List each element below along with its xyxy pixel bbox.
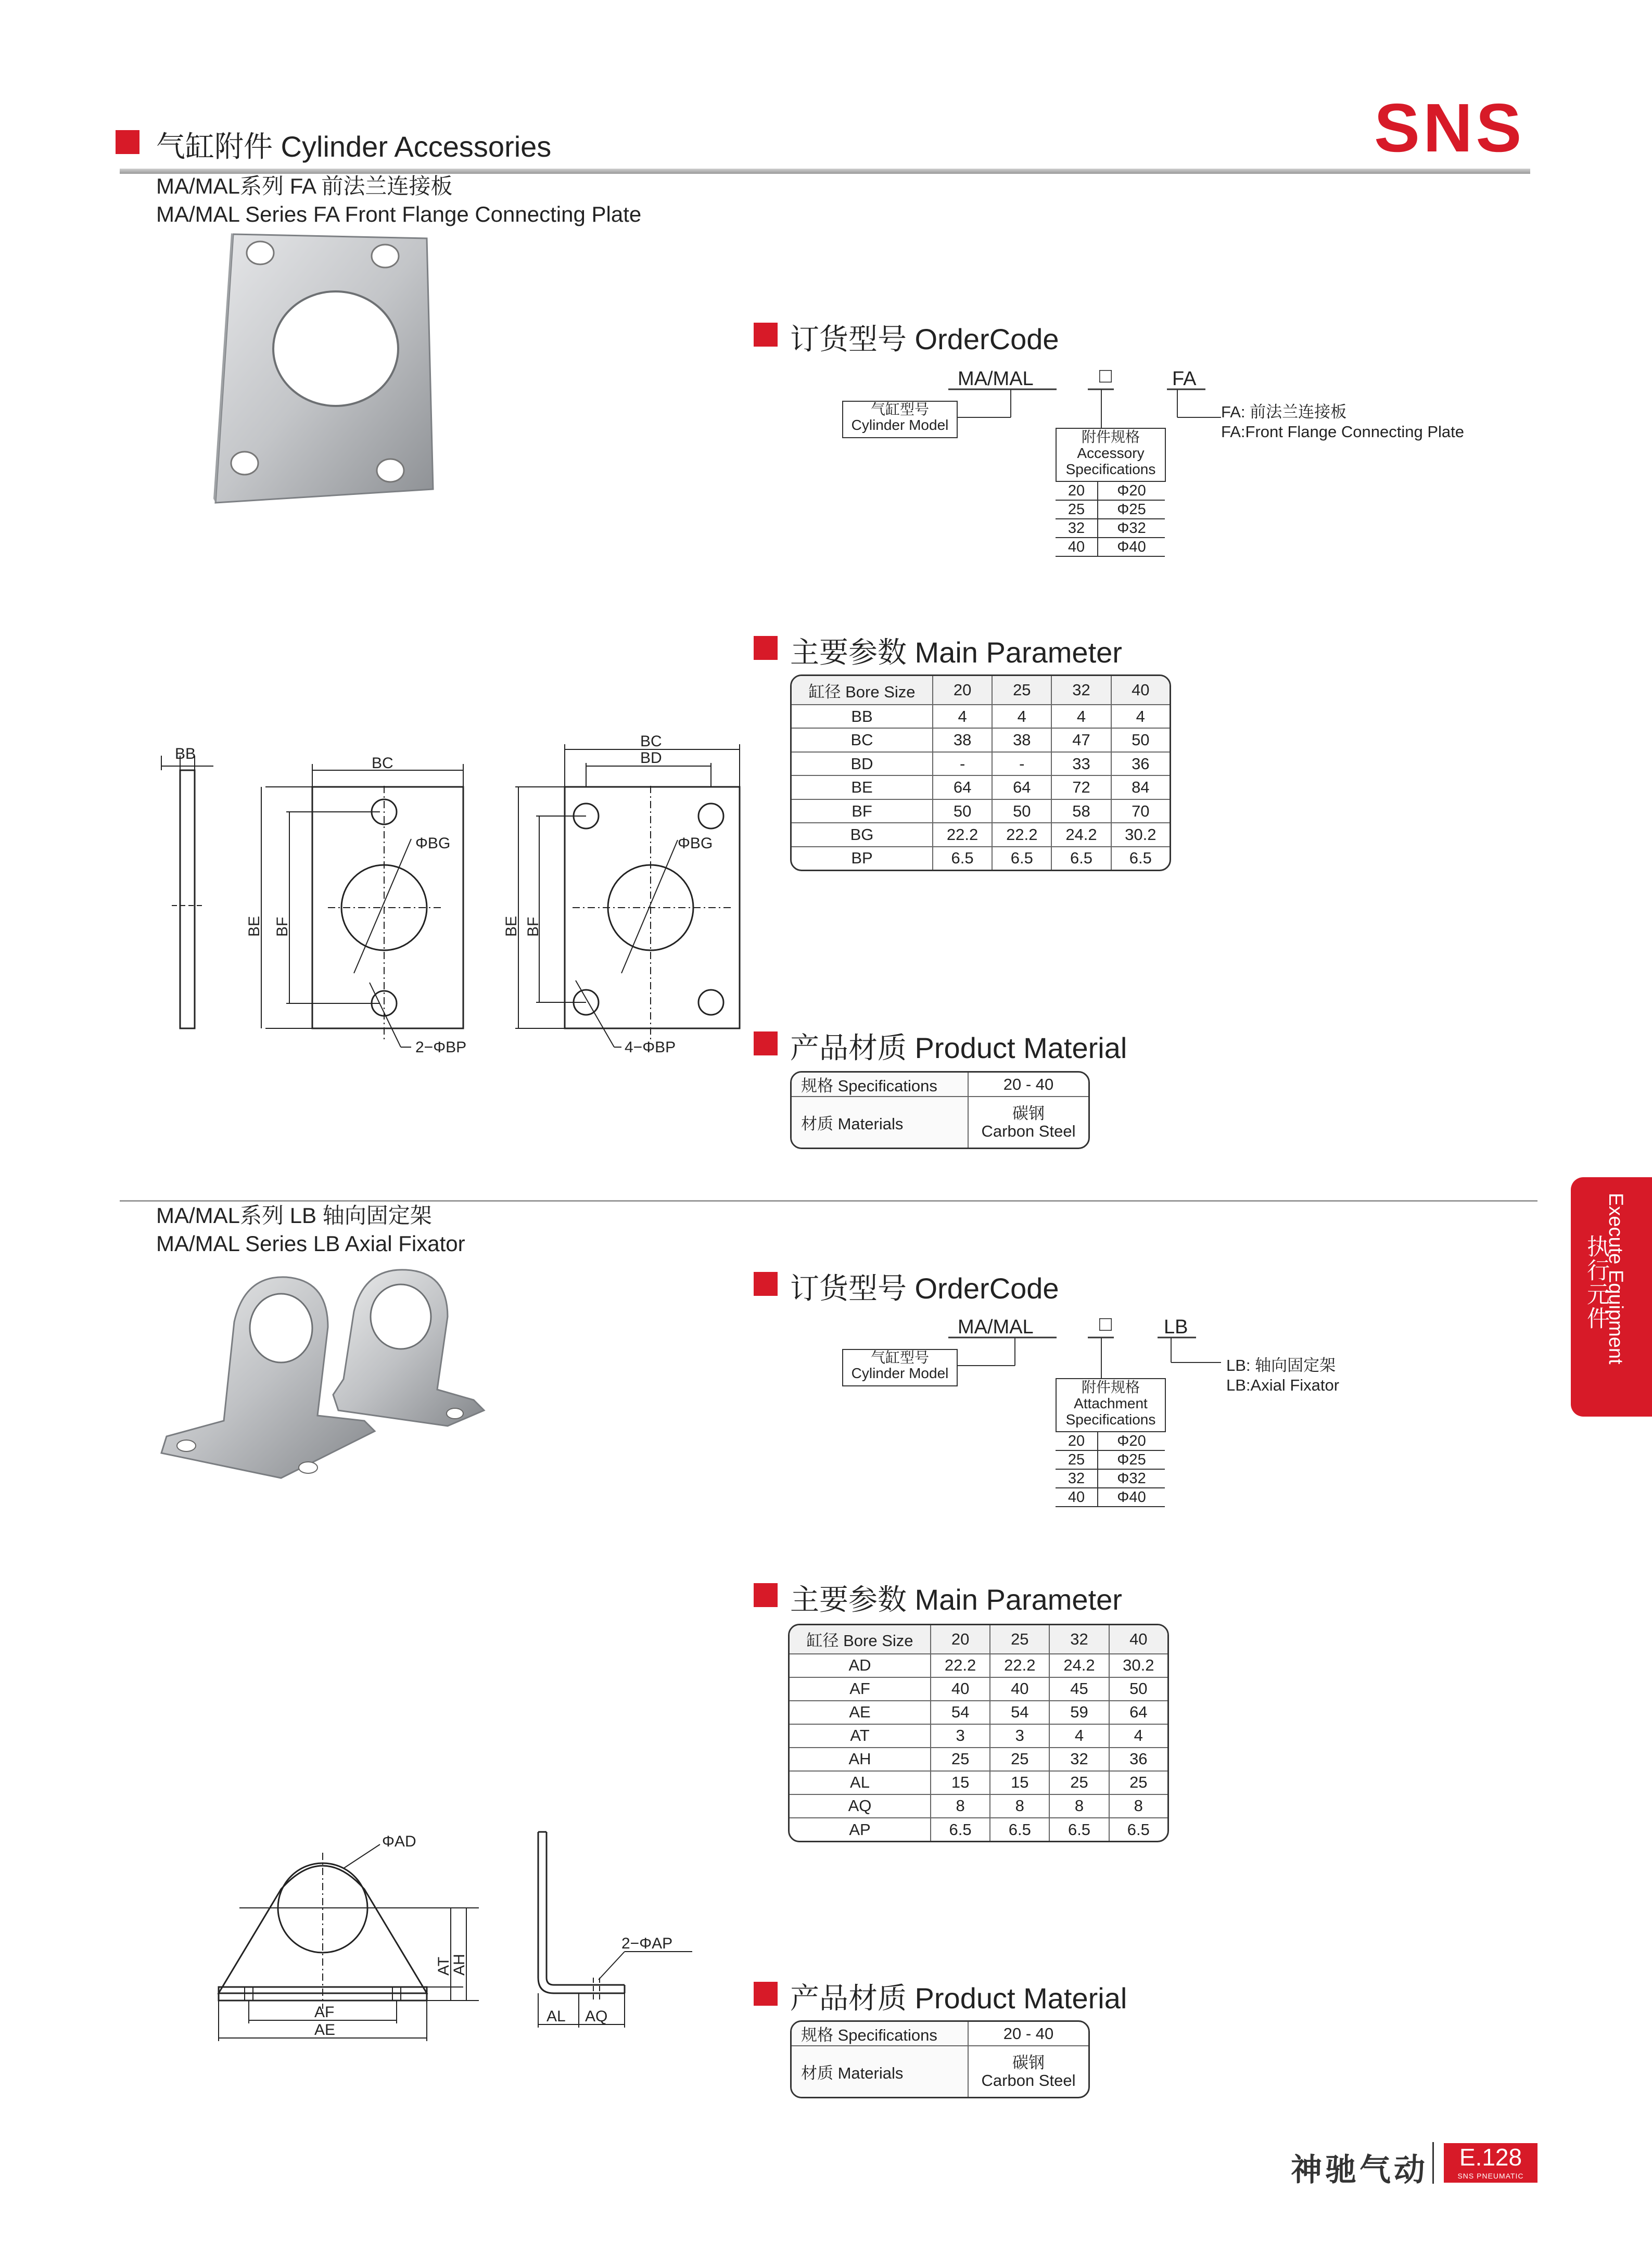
table-cell: 50 [933, 799, 992, 823]
table-cell: AD [790, 1654, 931, 1677]
lb-param-table [788, 1624, 1169, 1842]
table-cell: 4 [992, 705, 1051, 728]
table-cell: BG [792, 823, 933, 846]
page-title: 气缸附件 Cylinder Accessories [156, 130, 552, 163]
spec-dia: Φ40 [1098, 538, 1165, 556]
fa-ordercode-bullet [754, 323, 778, 347]
table-cell: 6.5 [1051, 847, 1111, 870]
material-spec-row [792, 1073, 1088, 1097]
fa-oc-desc-en: FA:Front Flange Connecting Plate [1221, 423, 1464, 441]
lb-technical-drawing [208, 1821, 708, 2050]
material-mat-label: 材质 Materials [792, 1097, 968, 1148]
table-row [792, 752, 1170, 775]
fa-ordercode-heading: 订货型号 OrderCode [790, 323, 1059, 355]
label-bg-2: ΦBG [678, 835, 713, 852]
fa-material-table [790, 1071, 1090, 1149]
table-cell: 22.2 [992, 823, 1051, 846]
label-bg: ΦBG [415, 835, 451, 852]
fa-oc-placeholder: □ [1099, 364, 1112, 387]
table-cell: 59 [1049, 1701, 1109, 1724]
table-row [790, 1771, 1167, 1794]
table-row [790, 1677, 1167, 1701]
fa-oc-code: FA [1172, 368, 1197, 390]
label-be: BE [246, 915, 263, 937]
spec-code: 25 [1056, 1450, 1098, 1469]
table-cell: 50 [1109, 1677, 1167, 1701]
table-cell: 36 [1109, 1748, 1167, 1771]
material-spec-value: 20 - 40 [968, 1073, 1088, 1097]
table-cell: - [933, 752, 992, 775]
table-cell: 84 [1111, 775, 1170, 799]
lb-oc-cylinder-model-en: Cylinder Model [851, 1365, 949, 1381]
table-cell: 70 [1111, 799, 1170, 823]
table-cell: 25 [1049, 1771, 1109, 1794]
table-cell: 6.5 [992, 847, 1051, 870]
material-mat-value [968, 2046, 1088, 2097]
table-cell: 30.2 [1111, 823, 1170, 846]
spec-row [1056, 1469, 1165, 1488]
table-cell: 22.2 [933, 823, 992, 846]
material-spec-label: 规格 Specifications [792, 2022, 968, 2046]
spec-code: 20 [1056, 1432, 1098, 1450]
header-cell: 25 [990, 1625, 1049, 1654]
table-cell: 15 [990, 1771, 1049, 1794]
spec-dia: Φ20 [1098, 1432, 1165, 1450]
table-cell: 50 [1111, 728, 1170, 751]
table-cell: 50 [992, 799, 1051, 823]
material-mat-en: Carbon Steel [981, 1122, 1076, 1140]
label-al: AL [547, 2008, 566, 2025]
lb-oc-spec-box [1056, 1378, 1166, 1432]
fa-product-photo [208, 229, 437, 510]
table-cell: 6.5 [990, 1818, 1049, 1841]
table-cell: AH [790, 1748, 931, 1771]
fa-technical-drawing [151, 729, 755, 1072]
footer-page-badge [1444, 2143, 1537, 2183]
spec-dia: Φ32 [1098, 1469, 1165, 1488]
table-header-row [790, 1625, 1167, 1654]
spec-code: 32 [1056, 1469, 1098, 1488]
header-cell: 32 [1049, 1625, 1109, 1654]
lb-oc-code: LB [1164, 1316, 1188, 1338]
side-tab-execute-equipment[interactable] [1571, 1177, 1652, 1417]
label-bc-2: BC [640, 733, 662, 750]
material-mat-en: Carbon Steel [981, 2071, 1076, 2090]
table-cell: 32 [1049, 1748, 1109, 1771]
header-bullet [116, 130, 139, 154]
table-cell: AF [790, 1677, 931, 1701]
label-bp2: 2−ΦBP [415, 1039, 467, 1056]
spec-row [1056, 519, 1165, 538]
header-cell: 20 [933, 676, 992, 705]
fa-oc-desc-cn: FA: 前法兰连接板 [1221, 403, 1347, 421]
lb-ordercode-heading: 订货型号 OrderCode [790, 1272, 1059, 1305]
table-cell: 58 [1051, 799, 1111, 823]
material-mat-label: 材质 Materials [792, 2046, 968, 2097]
lb-oc-cylinder-model [842, 1349, 958, 1386]
lb-material-heading: 产品材质 Product Material [790, 1982, 1127, 2015]
table-row [792, 823, 1170, 846]
lb-oc-spec-label-1: Attachment [1074, 1395, 1148, 1411]
table-row [790, 1818, 1167, 1841]
spec-dia: Φ32 [1098, 519, 1165, 538]
table-row [790, 1701, 1167, 1724]
fa-oc-cylinder-model [842, 401, 958, 438]
table-cell: BD [792, 752, 933, 775]
lb-param-heading: 主要参数 Main Parameter [790, 1583, 1122, 1616]
table-cell: AP [790, 1818, 931, 1841]
label-ah: AH [451, 1954, 468, 1976]
table-cell: 72 [1051, 775, 1111, 799]
table-cell: - [992, 752, 1051, 775]
table-cell: 4 [1111, 705, 1170, 728]
spec-row [1056, 1432, 1165, 1450]
lb-oc-desc-en: LB:Axial Fixator [1226, 1376, 1340, 1394]
lb-param-bullet [754, 1583, 778, 1607]
material-mat-row [792, 1097, 1088, 1148]
spec-dia: Φ20 [1098, 482, 1165, 500]
header-cell: 40 [1109, 1625, 1167, 1654]
header-cell: 32 [1051, 676, 1111, 705]
table-cell: 24.2 [1049, 1654, 1109, 1677]
table-cell: 8 [1109, 1794, 1167, 1818]
table-cell: 3 [931, 1724, 990, 1748]
table-cell: 33 [1051, 752, 1111, 775]
fa-title-cn: MA/MAL系列 FA 前法兰连接板 [156, 174, 453, 198]
fa-oc-spec-label-1: Accessory [1077, 445, 1145, 461]
table-cell: 4 [1051, 705, 1111, 728]
material-mat-value [968, 1097, 1088, 1148]
table-cell: 22.2 [931, 1654, 990, 1677]
label-bp4: 4−ΦBP [625, 1039, 676, 1056]
fa-param-bullet [754, 636, 778, 660]
table-cell: 54 [931, 1701, 990, 1724]
label-ae: AE [314, 2021, 336, 2039]
label-aq: AQ [585, 2008, 608, 2025]
table-row [792, 728, 1170, 751]
fa-oc-spec-label-0: 附件规格 [1081, 429, 1140, 445]
lb-ordercode-bullet [754, 1272, 778, 1296]
spec-code: 40 [1056, 538, 1098, 556]
footer-page-number: E.128 [1459, 2144, 1522, 2171]
label-be-2: BE [503, 915, 520, 937]
spec-row [1056, 1488, 1165, 1507]
header-cell: 40 [1111, 676, 1170, 705]
fa-material-bullet [754, 1031, 778, 1055]
table-cell: AE [790, 1701, 931, 1724]
spec-dia: Φ25 [1098, 500, 1165, 519]
spec-row [1056, 1450, 1165, 1469]
table-cell: 4 [1109, 1724, 1167, 1748]
material-spec-value: 20 - 40 [968, 2022, 1088, 2046]
table-cell: 24.2 [1051, 823, 1111, 846]
lb-oc-spec-label-0: 附件规格 [1081, 1379, 1140, 1395]
table-cell: BB [792, 705, 933, 728]
header-cell: 缸径 Bore Size [792, 676, 933, 705]
table-cell: BE [792, 775, 933, 799]
table-cell: 8 [1049, 1794, 1109, 1818]
table-row [790, 1654, 1167, 1677]
fa-oc-spec-box [1056, 428, 1166, 482]
lb-material-bullet [754, 1982, 778, 2006]
table-header-row [792, 676, 1170, 705]
table-cell: 25 [990, 1748, 1049, 1771]
table-cell: 36 [1111, 752, 1170, 775]
fa-param-table [790, 674, 1171, 871]
fa-oc-model: MA/MAL [958, 368, 1034, 390]
lb-oc-spec-label-2: Specifications [1065, 1411, 1156, 1428]
sns-logo: SNS [1374, 90, 1525, 166]
fa-param-heading: 主要参数 Main Parameter [790, 636, 1122, 669]
table-row [792, 847, 1170, 870]
footer-page-sub: SNS PNEUMATIC [1457, 2172, 1524, 2180]
table-cell: 64 [933, 775, 992, 799]
spec-code: 25 [1056, 500, 1098, 519]
footer-brand: 神驰气动 [1291, 2152, 1428, 2187]
lb-oc-spec-table [1056, 1432, 1165, 1507]
table-cell: AT [790, 1724, 931, 1748]
table-cell: 25 [1109, 1771, 1167, 1794]
table-cell: 4 [1049, 1724, 1109, 1748]
spec-dia: Φ25 [1098, 1450, 1165, 1469]
table-cell: 47 [1051, 728, 1111, 751]
table-cell: 6.5 [1111, 847, 1170, 870]
lb-product-photo [156, 1259, 520, 1488]
lb-title-cn: MA/MAL系列 LB 轴向固定架 [156, 1203, 432, 1228]
table-row [792, 775, 1170, 799]
table-cell: 6.5 [1109, 1818, 1167, 1841]
material-spec-label: 规格 Specifications [792, 1073, 968, 1097]
label-ap: 2−ΦAP [621, 1935, 673, 1952]
material-spec-row [792, 2022, 1088, 2046]
spec-row [1056, 482, 1165, 500]
material-mat-cn: 碳钢 [1012, 1104, 1045, 1123]
table-row [792, 705, 1170, 728]
lb-oc-desc-cn: LB: 轴向固定架 [1226, 1356, 1336, 1374]
table-cell: 38 [933, 728, 992, 751]
label-af: AF [314, 2004, 335, 2021]
header-cell: 缸径 Bore Size [790, 1625, 931, 1654]
table-cell: 25 [931, 1748, 990, 1771]
table-cell: 30.2 [1109, 1654, 1167, 1677]
fa-title-en: MA/MAL Series FA Front Flange Connecting Plate [156, 202, 642, 226]
fa-material-heading: 产品材质 Product Material [790, 1031, 1127, 1064]
table-cell: 15 [931, 1771, 990, 1794]
table-row [790, 1724, 1167, 1748]
table-cell: 6.5 [1049, 1818, 1109, 1841]
table-cell: 64 [1109, 1701, 1167, 1724]
table-cell: 3 [990, 1724, 1049, 1748]
spec-dia: Φ40 [1098, 1488, 1165, 1507]
label-at: AT [435, 1956, 452, 1976]
spec-row [1056, 538, 1165, 556]
lb-material-table [790, 2020, 1090, 2098]
table-cell: 8 [990, 1794, 1049, 1818]
material-mat-cn: 碳钢 [1012, 2053, 1045, 2072]
label-bd: BD [640, 749, 662, 767]
table-cell: 40 [931, 1677, 990, 1701]
table-cell: 22.2 [990, 1654, 1049, 1677]
fa-oc-cylinder-model-en: Cylinder Model [851, 417, 949, 433]
fa-oc-cylinder-model-cn: 气缸型号 [870, 401, 929, 417]
table-cell: 64 [992, 775, 1051, 799]
label-bf: BF [274, 916, 291, 937]
header-cell: 25 [992, 676, 1051, 705]
table-cell: 6.5 [931, 1818, 990, 1841]
table-row [792, 799, 1170, 823]
lb-title-en: MA/MAL Series LB Axial Fixator [156, 1231, 465, 1256]
label-bf-2: BF [525, 916, 542, 937]
spec-code: 40 [1056, 1488, 1098, 1507]
label-ad: ΦAD [382, 1833, 416, 1850]
table-cell: 45 [1049, 1677, 1109, 1701]
spec-code: 32 [1056, 519, 1098, 538]
table-cell: BP [792, 847, 933, 870]
table-cell: 6.5 [933, 847, 992, 870]
side-tab-en: Execute Equipment [1605, 1193, 1626, 1365]
material-mat-row [792, 2046, 1088, 2097]
lb-oc-model: MA/MAL [958, 1316, 1034, 1338]
table-cell: 8 [931, 1794, 990, 1818]
side-tab-cn: 执行元件 [1583, 1234, 1609, 1330]
table-cell: AQ [790, 1794, 931, 1818]
table-cell: BC [792, 728, 933, 751]
label-bb: BB [175, 745, 196, 762]
fa-oc-spec-table [1056, 482, 1165, 557]
spec-code: 20 [1056, 482, 1098, 500]
fa-oc-spec-label-2: Specifications [1065, 461, 1156, 477]
table-cell: 4 [933, 705, 992, 728]
footer-divider [1432, 2142, 1434, 2184]
label-bc: BC [372, 755, 393, 772]
lb-oc-cylinder-model-cn: 气缸型号 [870, 1349, 929, 1366]
table-cell: AL [790, 1771, 931, 1794]
table-cell: 40 [990, 1677, 1049, 1701]
table-row [790, 1748, 1167, 1771]
header-cell: 20 [931, 1625, 990, 1654]
table-cell: BF [792, 799, 933, 823]
spec-row [1056, 500, 1165, 519]
lb-oc-placeholder: □ [1099, 1313, 1112, 1335]
table-row [790, 1794, 1167, 1818]
table-cell: 54 [990, 1701, 1049, 1724]
table-cell: 38 [992, 728, 1051, 751]
